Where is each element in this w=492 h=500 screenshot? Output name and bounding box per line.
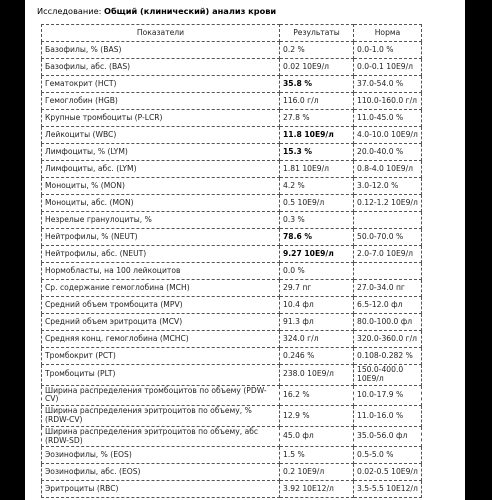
table-row: [42, 212, 422, 229]
header-results: Результаты: [280, 25, 354, 42]
table-row: [42, 76, 422, 93]
result-value: 1.5 %: [280, 447, 354, 464]
table-row: [42, 385, 422, 406]
table-row: [42, 42, 422, 59]
parameter-name: Моноциты, абс. (MON): [42, 195, 280, 212]
norm-range: 6.5-12.0 фл: [354, 297, 422, 314]
table-header-row: [42, 25, 422, 42]
parameter-name: Ширина распределения эритроцитов по объему, абс (RDW-SD): [42, 426, 280, 447]
table-row: [42, 481, 422, 498]
table-row: [42, 348, 422, 365]
study-label: Исследование:: [37, 6, 102, 16]
table-row: [42, 280, 422, 297]
parameter-name: Ширина распределения тромбоцитов по объему (PDW-CV): [42, 385, 280, 406]
norm-range: 37.0-54.0 %: [354, 76, 422, 93]
table-row: [42, 178, 422, 195]
table-row: [42, 331, 422, 348]
table-row: [42, 246, 422, 263]
result-value: 0.2 10E9/л: [280, 464, 354, 481]
norm-range: 3.5-5.5 10E12/л: [354, 481, 422, 498]
parameter-name: Моноциты, % (MON): [42, 178, 280, 195]
table-row: [42, 263, 422, 280]
result-value: 9.27 10E9/л: [280, 246, 354, 263]
parameter-name: Средняя конц. гемоглобина (MCHC): [42, 331, 280, 348]
norm-range: 0.8-4.0 10E9/л: [354, 161, 422, 178]
norm-range: 50.0-70.0 %: [354, 229, 422, 246]
norm-range: 35.0-56.0 фл: [354, 426, 422, 447]
norm-range: 11.0-45.0 %: [354, 110, 422, 127]
report-page: [25, 0, 465, 500]
parameter-name: Гемоглобин (HGB): [42, 93, 280, 110]
table-row: [42, 110, 422, 127]
table-row: [42, 447, 422, 464]
result-value: 116.0 г/л: [280, 93, 354, 110]
header-parameter: Показатели: [42, 25, 280, 42]
result-value: 0.5 10E9/л: [280, 195, 354, 212]
parameter-name: Эритроциты (RBC): [42, 481, 280, 498]
norm-range: 4.0-10.0 10E9/л: [354, 127, 422, 144]
table-row: [42, 464, 422, 481]
norm-range: 27.0-34.0 пг: [354, 280, 422, 297]
parameter-name: Крупные тромбоциты (P-LCR): [42, 110, 280, 127]
norm-range: 11.0-16.0 %: [354, 406, 422, 427]
norm-range: 0.02-0.5 10E9/л: [354, 464, 422, 481]
parameter-name: Лейкоциты (WBC): [42, 127, 280, 144]
parameter-name: Эозинофилы, абс. (EOS): [42, 464, 280, 481]
result-value: 3.92 10E12/л: [280, 481, 354, 498]
parameter-name: Средний объем эритроцита (MCV): [42, 314, 280, 331]
table-row: [42, 426, 422, 447]
result-value: 35.8 %: [280, 76, 354, 93]
result-value: 4.2 %: [280, 178, 354, 195]
result-value: 238.0 10E9/л: [280, 365, 354, 386]
parameter-name: Нейтрофилы, абс. (NEUT): [42, 246, 280, 263]
result-value: 10.4 фл: [280, 297, 354, 314]
parameter-name: Тромбокрит (PCT): [42, 348, 280, 365]
study-title: Общий (клинический) анализ крови: [104, 6, 277, 16]
table-row: [42, 229, 422, 246]
parameter-name: Эозинофилы, % (EOS): [42, 447, 280, 464]
table-row: [42, 161, 422, 178]
parameter-name: Нейтрофилы, % (NEUT): [42, 229, 280, 246]
table-row: [42, 297, 422, 314]
parameter-name: Ср. содержание гемоглобина (MCH): [42, 280, 280, 297]
parameter-name: Лимфоциты, % (LYM): [42, 144, 280, 161]
result-value: 91.3 фл: [280, 314, 354, 331]
report-header: [37, 6, 276, 16]
parameter-name: Нормобласты, на 100 лейкоцитов: [42, 263, 280, 280]
norm-range: [354, 263, 422, 280]
result-value: 27.8 %: [280, 110, 354, 127]
norm-range: 80.0-100.0 фл: [354, 314, 422, 331]
parameter-name: Лимфоциты, абс. (LYM): [42, 161, 280, 178]
result-value: 12.9 %: [280, 406, 354, 427]
result-value: 11.8 10E9/л: [280, 127, 354, 144]
header-norm: Норма: [354, 25, 422, 42]
result-value: 16.2 %: [280, 385, 354, 406]
table-row: [42, 59, 422, 76]
norm-range: 20.0-40.0 %: [354, 144, 422, 161]
table-row: [42, 144, 422, 161]
norm-range: 0.0-1.0 %: [354, 42, 422, 59]
norm-range: 320.0-360.0 г/л: [354, 331, 422, 348]
parameter-name: Базофилы, абс. (BAS): [42, 59, 280, 76]
parameter-name: Гематокрит (HCT): [42, 76, 280, 93]
table-row: [42, 127, 422, 144]
norm-range: [354, 212, 422, 229]
norm-range: 0.5-5.0 %: [354, 447, 422, 464]
norm-range: 3.0-12.0 %: [354, 178, 422, 195]
result-value: 0.3 %: [280, 212, 354, 229]
result-value: 0.0 %: [280, 263, 354, 280]
norm-range: 0.0-0.1 10E9/л: [354, 59, 422, 76]
result-value: 0.2 %: [280, 42, 354, 59]
result-value: 324.0 г/л: [280, 331, 354, 348]
parameter-name: Тромбоциты (PLT): [42, 365, 280, 386]
result-value: 1.81 10E9/л: [280, 161, 354, 178]
table-row: [42, 195, 422, 212]
parameter-name: Средний объем тромбоцита (MPV): [42, 297, 280, 314]
table-row: [42, 406, 422, 427]
norm-range: 2.0-7.0 10E9/л: [354, 246, 422, 263]
result-value: 0.02 10E9/л: [280, 59, 354, 76]
parameter-name: Незрелые гранулоциты, %: [42, 212, 280, 229]
norm-range: 150.0-400.0 10E9/л: [354, 365, 422, 386]
parameter-name: Ширина распределения эритроцитов по объему, % (RDW-CV): [42, 406, 280, 427]
result-value: 78.6 %: [280, 229, 354, 246]
table-row: [42, 314, 422, 331]
norm-range: 10.0-17.9 %: [354, 385, 422, 406]
results-table: [41, 24, 422, 498]
parameter-name: Базофилы, % (BAS): [42, 42, 280, 59]
norm-range: 0.12-1.2 10E9/л: [354, 195, 422, 212]
norm-range: 0.108-0.282 %: [354, 348, 422, 365]
result-value: 45.0 фл: [280, 426, 354, 447]
result-value: 0.246 %: [280, 348, 354, 365]
table-row: [42, 365, 422, 386]
norm-range: 110.0-160.0 г/л: [354, 93, 422, 110]
table-row: [42, 93, 422, 110]
result-value: 15.3 %: [280, 144, 354, 161]
result-value: 29.7 пг: [280, 280, 354, 297]
